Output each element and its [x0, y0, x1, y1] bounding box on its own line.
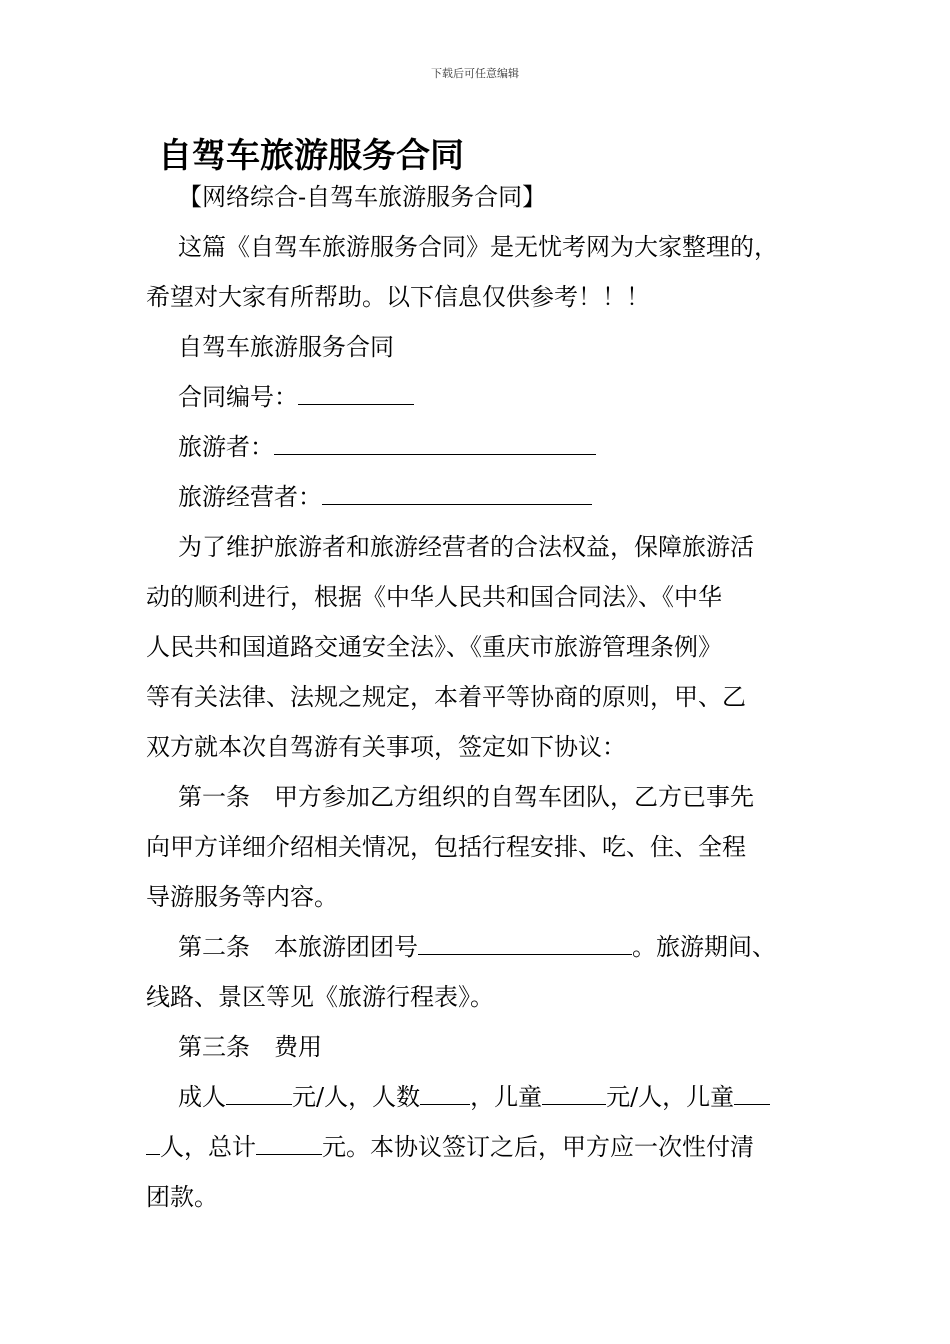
adult-count-label: 元/人，人数 [292, 1083, 421, 1111]
contract-number-blank [298, 382, 414, 405]
tour-group-number-blank [418, 932, 632, 955]
child-price-blank [542, 1082, 606, 1105]
operator-label: 旅游经营者： [178, 483, 322, 511]
article3-line-3: 团款。 [146, 1183, 218, 1211]
tourist-field [178, 432, 596, 462]
contract-heading: 自驾车旅游服务合同 [178, 333, 394, 361]
article3-heading: 第三条 费用 [178, 1033, 322, 1061]
preamble-line-4: 等有关法律、法规之规定，本着平等协商的原则，甲、乙 [146, 683, 746, 711]
subtitle: 【网络综合-自驾车旅游服务合同】 [178, 183, 547, 211]
article1-line-3: 导游服务等内容。 [146, 883, 338, 911]
contract-number-label: 合同编号： [178, 383, 298, 411]
preamble-line-5: 双方就本次自驾游有关事项，签定如下协议： [146, 733, 626, 761]
tourist-label: 旅游者： [178, 433, 274, 461]
document-title: 自驾车旅游服务合同 [158, 136, 464, 176]
page-header: 下载后可任意编辑 [431, 67, 519, 80]
adult-label: 成人 [178, 1083, 226, 1111]
child-count-label: 元/人，儿童 [606, 1083, 735, 1111]
adult-count-blank [420, 1082, 470, 1105]
preamble-line-1: 为了维护旅游者和旅游经营者的合法权益，保障旅游活 [178, 533, 754, 561]
child-label: ，儿童 [470, 1083, 543, 1111]
article1-line-2: 向甲方详细介绍相关情况，包括行程安排、吃、住、全程 [146, 833, 746, 861]
total-label: 人，总计 [160, 1133, 256, 1161]
total-blank [256, 1132, 322, 1155]
article2-text-a: 第二条 本旅游团团号 [178, 933, 418, 961]
article3-text-payment: 元。本协议签订之后，甲方应一次性付清 [322, 1133, 754, 1161]
article2-line-2: 线路、景区等见《旅游行程表》。 [146, 983, 494, 1011]
article3-line-1 [178, 1082, 770, 1112]
article1-line-1: 第一条 甲方参加乙方组织的自驾车团队，乙方已事先 [178, 783, 754, 811]
intro-line-1: 这篇《自驾车旅游服务合同》是无忧考网为大家整理的， [178, 233, 778, 261]
article3-line-2 [146, 1132, 754, 1162]
operator-blank [322, 482, 592, 505]
adult-price-blank [226, 1082, 292, 1105]
child-count-blank-b [146, 1132, 160, 1155]
contract-number-field [178, 382, 414, 412]
operator-field [178, 482, 592, 512]
tourist-blank [274, 432, 596, 455]
article2-text-b: 。旅游期间、 [632, 933, 776, 961]
preamble-line-2: 动的顺利进行，根据《中华人民共和国合同法》、《中华 [146, 583, 722, 611]
child-count-blank-a [734, 1082, 770, 1105]
intro-line-2: 希望对大家有所帮助。以下信息仅供参考！！！ [146, 283, 650, 311]
preamble-line-3: 人民共和国道路交通安全法》、《重庆市旅游管理条例》 [146, 633, 722, 661]
article2-line-1 [178, 932, 776, 962]
